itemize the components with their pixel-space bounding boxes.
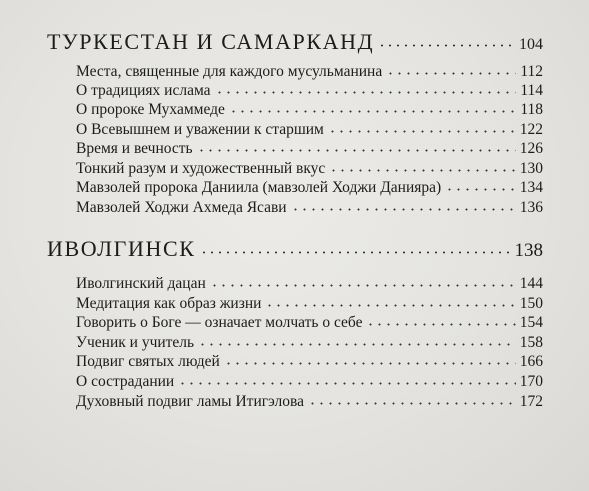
toc-entry [76, 390, 543, 411]
entry-page-number: 150 [519, 294, 543, 312]
toc-entry [76, 350, 543, 371]
toc-entry [76, 292, 543, 313]
chapter-page-number: 104 [519, 36, 543, 53]
entry-page-number: 112 [520, 62, 543, 80]
entry-page-number: 118 [520, 100, 543, 118]
chapter-title: ИВОЛГИНСК [47, 236, 196, 261]
toc-entry [76, 176, 543, 197]
entry-title: Мавзолей Ходжи Ахмеда Ясави [76, 198, 287, 216]
entry-page-number: 144 [519, 274, 543, 292]
toc-entry [76, 157, 543, 178]
dot-leader [265, 292, 515, 308]
toc-entry [76, 311, 543, 332]
entry-page-number: 170 [519, 372, 543, 390]
dot-leader [386, 60, 516, 76]
chapter-heading [47, 234, 543, 262]
dot-leader [291, 196, 516, 212]
dot-leader [200, 234, 511, 256]
dot-leader [229, 98, 516, 114]
entry-title: Ученик и учитель [76, 333, 195, 351]
dot-leader [198, 331, 516, 347]
toc-entry [76, 79, 543, 100]
dot-leader [328, 118, 516, 134]
entry-title: Духовный подвиг ламы Итигэлова [76, 392, 304, 410]
entry-page-number: 154 [519, 313, 543, 331]
entry-title: Тонкий разум и художественный вкус [76, 159, 326, 177]
dot-leader [378, 27, 515, 49]
entry-page-number: 172 [519, 392, 543, 410]
entry-title: О Всевышнем и уважении к старшим [76, 120, 324, 138]
dot-leader [308, 390, 516, 406]
toc-entry [76, 118, 543, 139]
entry-title: О традициях ислама [76, 81, 211, 99]
entry-title: Мавзолей пророка Даниила (мавзолей Ходжи Данияра) [76, 178, 442, 196]
entry-title: О пророке Мухаммеде [76, 100, 225, 118]
entry-title: Медитация как образ жизни [76, 294, 262, 312]
entry-page-number: 136 [519, 198, 543, 216]
dot-leader [178, 370, 516, 386]
entry-page-number: 166 [519, 352, 543, 370]
dot-leader [210, 272, 516, 288]
entry-page-number: 114 [520, 81, 543, 99]
toc-entry [76, 196, 543, 217]
toc-entry [76, 272, 543, 293]
dot-leader [329, 157, 515, 173]
chapter-page-number: 138 [514, 240, 543, 261]
toc-entry [76, 137, 543, 158]
toc-entry [76, 370, 543, 391]
dot-leader [215, 79, 517, 95]
toc-entry [76, 98, 543, 119]
entry-page-number: 122 [519, 120, 543, 138]
toc-entry [76, 331, 543, 352]
dot-leader [224, 350, 516, 366]
entry-title: Места, священные для каждого мусульманина [76, 62, 383, 80]
entry-title: Время и вечность [76, 139, 193, 157]
entry-title: О сострадании [76, 372, 175, 390]
entry-title: Иволгинский дацан [76, 274, 206, 292]
toc-entry [76, 60, 543, 81]
entry-page-number: 158 [519, 333, 543, 351]
entry-page-number: 134 [519, 178, 543, 196]
dot-leader [197, 137, 516, 153]
chapter-heading [47, 27, 543, 55]
entry-page-number: 126 [519, 139, 543, 157]
entry-page-number: 130 [519, 159, 543, 177]
entry-title: Говорить о Боге — означает молчать о себе [76, 313, 363, 331]
chapter-title: ТУРКЕСТАН И САМАРКАНД [47, 29, 375, 54]
dot-leader [445, 176, 516, 192]
entry-title: Подвиг святых людей [76, 352, 220, 370]
dot-leader [366, 311, 515, 327]
